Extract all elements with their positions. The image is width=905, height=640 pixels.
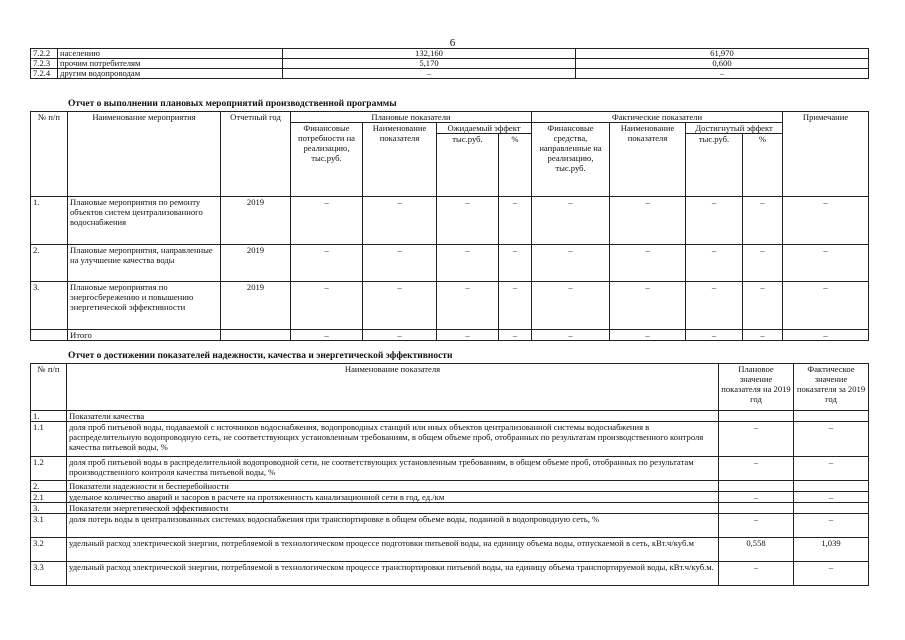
col-fact-group: Фактические показатели <box>532 112 783 123</box>
row-name: прочим потребителям <box>58 59 283 69</box>
indicators-table <box>30 363 869 586</box>
table-row <box>31 69 869 79</box>
fact-value <box>794 411 869 422</box>
fact-value: – <box>794 562 869 586</box>
plan-value: 0,558 <box>719 538 794 562</box>
col-note: Примечание <box>783 112 869 197</box>
col-fact: Фактическое значение показателя за 2019 год <box>794 364 869 411</box>
table-row <box>31 562 869 586</box>
cell-value: – <box>743 330 783 341</box>
row-number: 3. <box>31 503 67 514</box>
col-plan-fin: Финансовые потребности на реализацию, тыс.руб. <box>291 123 363 197</box>
col-ach-rub: тыс.руб. <box>686 134 743 197</box>
col-exp-pct: % <box>499 134 532 197</box>
col-plan-ind: Наименование показателя <box>363 123 437 197</box>
fact-value <box>794 481 869 492</box>
row-name: доля потерь воды в централизованных системах водоснабжения при транспортировке в общем объеме воды, поданной в водопроводную сеть, % <box>67 514 719 538</box>
row-number: 3. <box>31 282 68 330</box>
col-num: № п/п <box>31 112 68 197</box>
cell-value: – <box>610 282 686 330</box>
row-number: 1. <box>31 411 67 422</box>
row-name: населению <box>58 49 283 59</box>
row-number: 1.1 <box>31 422 67 457</box>
cell-value: – <box>686 282 743 330</box>
row-name: Показатели качества <box>67 411 719 422</box>
plan-value: 132,160 <box>283 49 576 59</box>
plan-value <box>719 481 794 492</box>
fact-value: 0,600 <box>576 59 869 69</box>
fact-value: – <box>576 69 869 79</box>
row-number: 2. <box>31 481 67 492</box>
cell-value: – <box>686 330 743 341</box>
row-year: 2019 <box>221 197 291 245</box>
col-exp-rub: тыс.руб. <box>437 134 499 197</box>
row-number <box>31 330 68 341</box>
cell-value: – <box>363 197 437 245</box>
cell-value: – <box>783 330 869 341</box>
row-name: Показатели энергетической эффективности <box>67 503 719 514</box>
cell-value: – <box>743 282 783 330</box>
cell-value: – <box>686 245 743 282</box>
row-name: удельное количество аварий и засоров в расчете на протяженность канализационной сети в год, ед./км <box>67 492 719 503</box>
cell-value: – <box>291 245 363 282</box>
plan-value <box>719 503 794 514</box>
plan-value: – <box>283 69 576 79</box>
cell-value: – <box>610 245 686 282</box>
col-plan-group: Плановые показатели <box>291 112 532 123</box>
cell-value: – <box>743 197 783 245</box>
row-name: Плановые мероприятия, направленные на улучшение качества воды <box>68 245 221 282</box>
col-fact-fin: Финансовые средства, направленные на реализацию, тыс.руб. <box>532 123 610 197</box>
cell-value: – <box>291 330 363 341</box>
cell-value: – <box>363 282 437 330</box>
total-label: Итого <box>68 330 221 341</box>
indicators-title: Отчет о достижении показателей надежности, качества и энергетической эффективности <box>68 351 453 361</box>
plan-value: – <box>719 422 794 457</box>
row-name: удельный расход электрической энергии, потребляемой в технологическом процессе подготовки питьевой воды, на единицу объема воды, отпускаемой в сеть, кВт.ч/куб.м <box>67 538 719 562</box>
row-number: 7.2.4 <box>31 69 58 79</box>
plan-value: – <box>719 457 794 481</box>
table-row <box>31 457 869 481</box>
cell-value: – <box>363 330 437 341</box>
table-row <box>31 492 869 503</box>
fact-value: – <box>794 492 869 503</box>
table-row <box>31 538 869 562</box>
cell-value: – <box>532 245 610 282</box>
col-ach-pct: % <box>743 134 783 197</box>
cell-value: – <box>783 245 869 282</box>
table-row <box>31 422 869 457</box>
row-number: 7.2.3 <box>31 59 58 69</box>
row-number: 2. <box>31 245 68 282</box>
cell-value: – <box>532 282 610 330</box>
plan-value <box>719 411 794 422</box>
plan-value: – <box>719 514 794 538</box>
row-name: Плановые мероприятия по энергосбережению и повышению энергетической эффективности <box>68 282 221 330</box>
fact-value: 61,970 <box>576 49 869 59</box>
cell-value: – <box>610 330 686 341</box>
table-row <box>31 59 869 69</box>
row-year <box>221 330 291 341</box>
section-row <box>31 481 869 492</box>
row-name: удельный расход электрической энергии, потребляемой в технологическом процессе транспортировки питьевой воды, на единицу объема транспортируемой воды, кВт.ч/куб.м. <box>67 562 719 586</box>
row-name: доля проб питьевой воды, подаваемой с источников водоснабжения, водопроводных станций или иных объектов централизованной системы водоснабжения в распределительную водопроводную сеть, не соответствующих установленным требованиям, в общем объеме проб, отобранных по результатам производственного контроля качества питьевой воды, % <box>67 422 719 457</box>
row-number: 1.2 <box>31 457 67 481</box>
cell-value: – <box>610 197 686 245</box>
row-year: 2019 <box>221 245 291 282</box>
section-row <box>31 503 869 514</box>
table-row <box>31 514 869 538</box>
fact-value: – <box>794 422 869 457</box>
fact-value: – <box>794 514 869 538</box>
cell-value: – <box>532 197 610 245</box>
row-name: доля проб питьевой воды в распределительной водопроводной сети, не соответствующих установленным требованиям, в общем объеме проб, отобранных по результатам производственного контроля качества питьевой воды, % <box>67 457 719 481</box>
cell-value: – <box>783 197 869 245</box>
cell-value: – <box>532 330 610 341</box>
row-name: другим водопроводам <box>58 69 283 79</box>
cell-value: – <box>363 245 437 282</box>
cell-value: – <box>291 197 363 245</box>
cell-value: – <box>437 197 499 245</box>
cell-value: – <box>783 282 869 330</box>
activities-table <box>30 111 869 341</box>
fact-value: 1,039 <box>794 538 869 562</box>
supply-table <box>30 48 869 79</box>
row-number: 1. <box>31 197 68 245</box>
activities-title: Отчет о выполнении плановых мероприятий производственной программы <box>68 99 397 109</box>
fact-value: – <box>794 457 869 481</box>
cell-value: – <box>743 245 783 282</box>
fact-value <box>794 503 869 514</box>
cell-value: – <box>499 330 532 341</box>
cell-value: – <box>437 245 499 282</box>
table-row <box>31 282 869 330</box>
table-row <box>31 245 869 282</box>
row-name: Показатели надежности и бесперебойности <box>67 481 719 492</box>
row-number: 2.1 <box>31 492 67 503</box>
row-year: 2019 <box>221 282 291 330</box>
col-expected: Ожидаемый эффект <box>437 123 532 134</box>
section-row <box>31 411 869 422</box>
total-row <box>31 330 869 341</box>
cell-value: – <box>499 197 532 245</box>
col-fact-ind: Наименование показателя <box>610 123 686 197</box>
plan-value: 5,170 <box>283 59 576 69</box>
col-num: № п/п <box>31 364 67 411</box>
cell-value: – <box>291 282 363 330</box>
cell-value: – <box>499 282 532 330</box>
table-row <box>31 49 869 59</box>
page-number: 6 <box>449 37 456 49</box>
cell-value: – <box>499 245 532 282</box>
col-name: Наименование мероприятия <box>68 112 221 197</box>
row-number: 3.2 <box>31 538 67 562</box>
cell-value: – <box>437 330 499 341</box>
row-number: 3.3 <box>31 562 67 586</box>
plan-value: – <box>719 492 794 503</box>
row-number: 7.2.2 <box>31 49 58 59</box>
cell-value: – <box>437 282 499 330</box>
col-plan: Плановое значение показателя на 2019 год <box>719 364 794 411</box>
cell-value: – <box>686 197 743 245</box>
col-name: Наименование показателя <box>67 364 719 411</box>
col-year: Отчетный год <box>221 112 291 197</box>
row-number: 3.1 <box>31 514 67 538</box>
table-row <box>31 197 869 245</box>
col-achieved: Достигнутый эффект <box>686 123 783 134</box>
row-name: Плановые мероприятия по ремонту объектов систем централизованного водоснабжения <box>68 197 221 245</box>
plan-value: – <box>719 562 794 586</box>
